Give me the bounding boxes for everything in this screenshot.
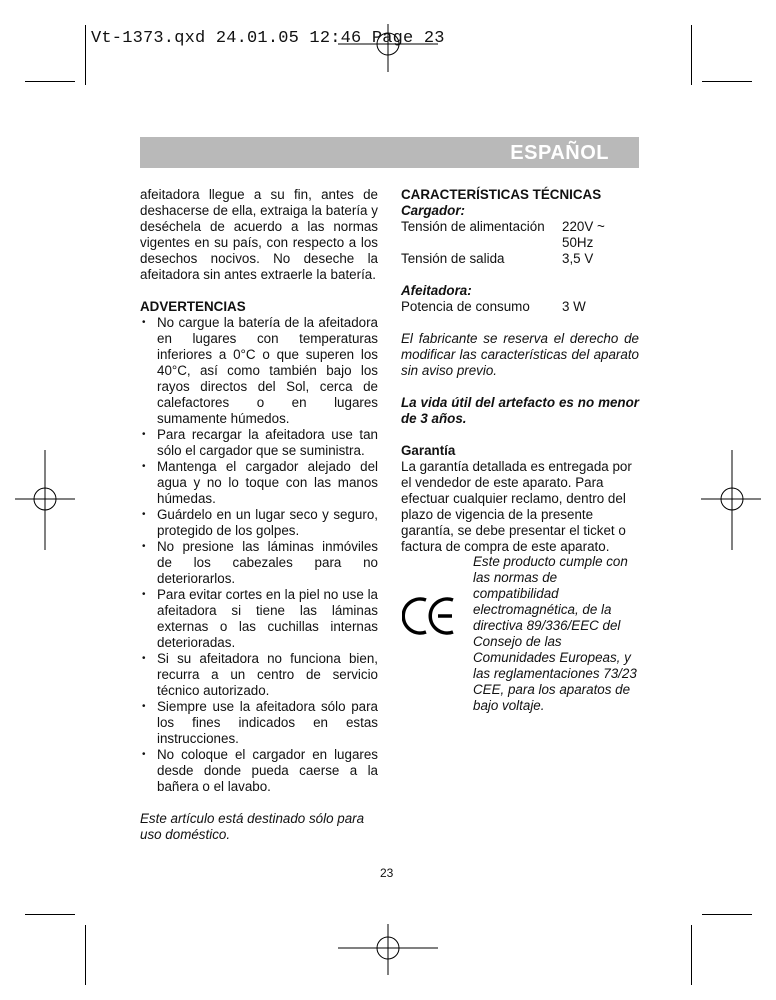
table-row — [401, 219, 639, 251]
ce-mark-icon — [402, 594, 460, 638]
specs-heading: CARACTERÍSTICAS TÉCNICAS — [401, 187, 602, 202]
spec-value: 220V ~ 50Hz — [562, 219, 605, 250]
spec-label: Tensión de salida — [401, 251, 505, 266]
spec-label: Potencia de consumo — [401, 299, 530, 314]
warranty-text: La garantía detallada es entregada por el vendedor de este aparato. Para efectuar cualquier reclamo, dentro del plazo de vigencia de la presente garantía, se debe presentar el ticket o factura de compra de este aparato. — [401, 459, 632, 554]
list-item: • Siempre use la afeitadora sólo para los fines indicados en estas instrucciones. — [140, 699, 378, 747]
svg-text:CE: CE — [402, 594, 404, 595]
spec-value: 3 W — [562, 299, 586, 314]
manufacturer-reserve-note: El fabricante se reserva el derecho de modificar las características del aparato sin aviso previo. — [401, 331, 639, 378]
intro-paragraph: afeitadora llegue a su fin, antes de deshacerse de ella, extraiga la batería y deséchela de acuerdo a las normas vigentes en su país, con respecto a los desechos nocivos. No deseche la afeitadora sin antes extraerle la batería. — [140, 187, 378, 282]
file-slug: Vt-1373.qxd 24.01.05 12:46 Page 23 — [91, 29, 445, 48]
registration-mark-left-icon — [15, 450, 75, 550]
banner-title: ESPAÑOL — [510, 142, 609, 164]
charger-heading: Cargador: — [401, 203, 465, 218]
table-row — [401, 299, 586, 315]
ce-compliance-text: Este producto cumple con las normas de compatibilidad electromagnética, de la directiva 89/336/EEC del Consejo de las Comunidades Europeas, y las reglamentaciones 73/23 CEE, para los aparatos de bajo voltaje. — [473, 554, 637, 713]
registration-mark-right-icon — [701, 450, 761, 550]
language-banner — [140, 137, 639, 168]
list-item: • No cargue la batería de la afeitadora en lugares con temperaturas inferiores a 0°C o que superen los 40°C, así como también bajo los rayos directos del Sol, cerca de calefactores o en lugares sumamente húmedos. — [140, 315, 378, 427]
warnings-heading: ADVERTENCIAS — [140, 299, 246, 314]
table-row — [401, 251, 639, 267]
list-item: • Para evitar cortes en la piel no use la afeitadora si tiene las láminas externas o las cuchillas internas deterioradas. — [140, 587, 378, 651]
charger-specs-table — [401, 219, 639, 267]
list-item: • Mantenga el cargador alejado del agua y no lo toque con las manos húmedas. — [140, 459, 378, 507]
domestic-use-note: Este artículo está destinado sólo para uso doméstico. — [140, 811, 365, 842]
spec-value: 3,5 V — [562, 251, 594, 266]
page-number: 23 — [380, 866, 394, 880]
list-item: • No presione las láminas inmóviles de los cabezales para no deteriorarlos. — [140, 539, 378, 587]
lifetime-note: La vida útil del artefacto es no menor de 3 años. — [401, 395, 639, 426]
shaver-heading: Afeitadora: — [401, 283, 472, 298]
left-column — [140, 187, 378, 843]
registration-mark-bottom-icon — [338, 920, 438, 975]
list-item: • Si su afeitadora no funciona bien, recurra a un centro de servicio técnico autorizado. — [140, 651, 378, 699]
list-item: • Guárdelo en un lugar seco y seguro, protegido de los golpes. — [140, 507, 378, 539]
list-item: • Para recargar la afeitadora use tan sólo el cargador que se suministra. — [140, 427, 378, 459]
spec-label: Tensión de alimentación — [401, 219, 545, 234]
warranty-heading: Garantía — [401, 443, 456, 458]
warnings-list — [140, 315, 378, 795]
shaver-specs-table — [401, 299, 586, 315]
list-item: • No coloque el cargador en lugares desde donde pueda caerse a la bañera o el lavabo. — [140, 747, 378, 795]
right-column — [401, 187, 639, 555]
